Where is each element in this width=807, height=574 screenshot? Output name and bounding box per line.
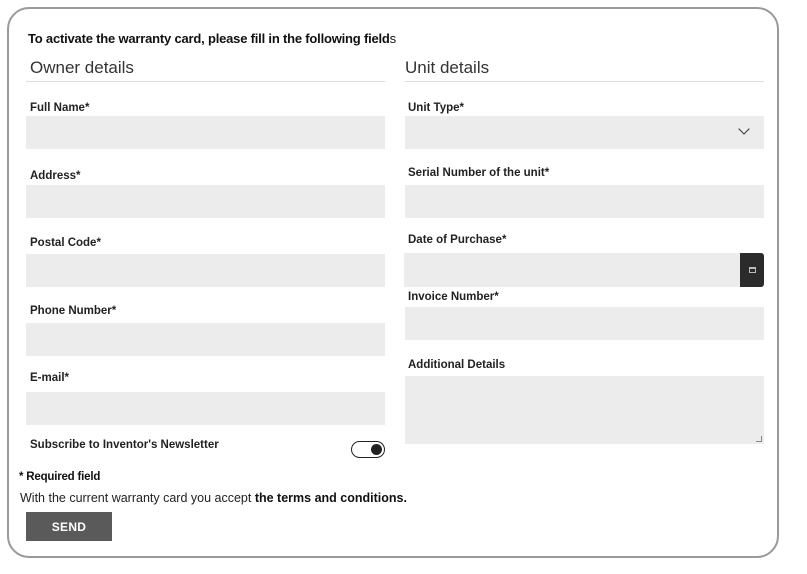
additional-details-textarea[interactable]: [405, 376, 764, 444]
invoice-number-input[interactable]: [405, 307, 764, 340]
address-input[interactable]: [26, 185, 385, 218]
resize-grip-icon[interactable]: [756, 436, 762, 442]
serial-number-label: Serial Number of the unit*: [408, 167, 550, 179]
required-field-note: * Required field: [19, 471, 101, 483]
unit-details-title: Unit details: [405, 58, 490, 77]
purchase-date-input[interactable]: [404, 253, 740, 287]
terms-prefix: With the current warranty card you accept: [20, 491, 255, 505]
invoice-number-label: Invoice Number*: [408, 291, 499, 303]
phone-number-label: Phone Number*: [30, 305, 117, 317]
unit-type-label: Unit Type*: [408, 102, 465, 114]
postal-code-label: Postal Code*: [30, 237, 101, 249]
date-picker-button[interactable]: [740, 253, 764, 287]
form-intro-text: To activate the warranty card, please fill in the following field: [28, 31, 390, 46]
full-name-input[interactable]: [26, 116, 385, 149]
send-button[interactable]: SEND: [26, 512, 112, 541]
phone-number-input[interactable]: [26, 323, 385, 356]
purchase-date-label: Date of Purchase*: [408, 234, 507, 246]
additional-details-label: Additional Details: [408, 359, 506, 371]
email-input[interactable]: [26, 392, 385, 425]
form-intro: [28, 31, 396, 46]
email-label: E-mail*: [30, 372, 69, 384]
terms-text: [20, 491, 407, 505]
newsletter-toggle[interactable]: [351, 441, 385, 458]
address-label: Address*: [30, 170, 81, 182]
unit-details-divider: [405, 81, 764, 82]
owner-details-divider: [26, 81, 385, 82]
postal-code-input[interactable]: [26, 254, 385, 287]
form-intro-tail: s: [389, 31, 396, 46]
full-name-label: Full Name*: [30, 102, 90, 114]
newsletter-label: Subscribe to Inventor's Newsletter: [30, 439, 219, 451]
newsletter-toggle-knob: [371, 444, 382, 455]
serial-number-input[interactable]: [405, 185, 764, 218]
terms-link[interactable]: the terms and conditions.: [254, 491, 407, 505]
owner-details-title: Owner details: [30, 58, 134, 77]
calendar-icon: [749, 267, 756, 273]
unit-type-select[interactable]: [405, 116, 764, 149]
